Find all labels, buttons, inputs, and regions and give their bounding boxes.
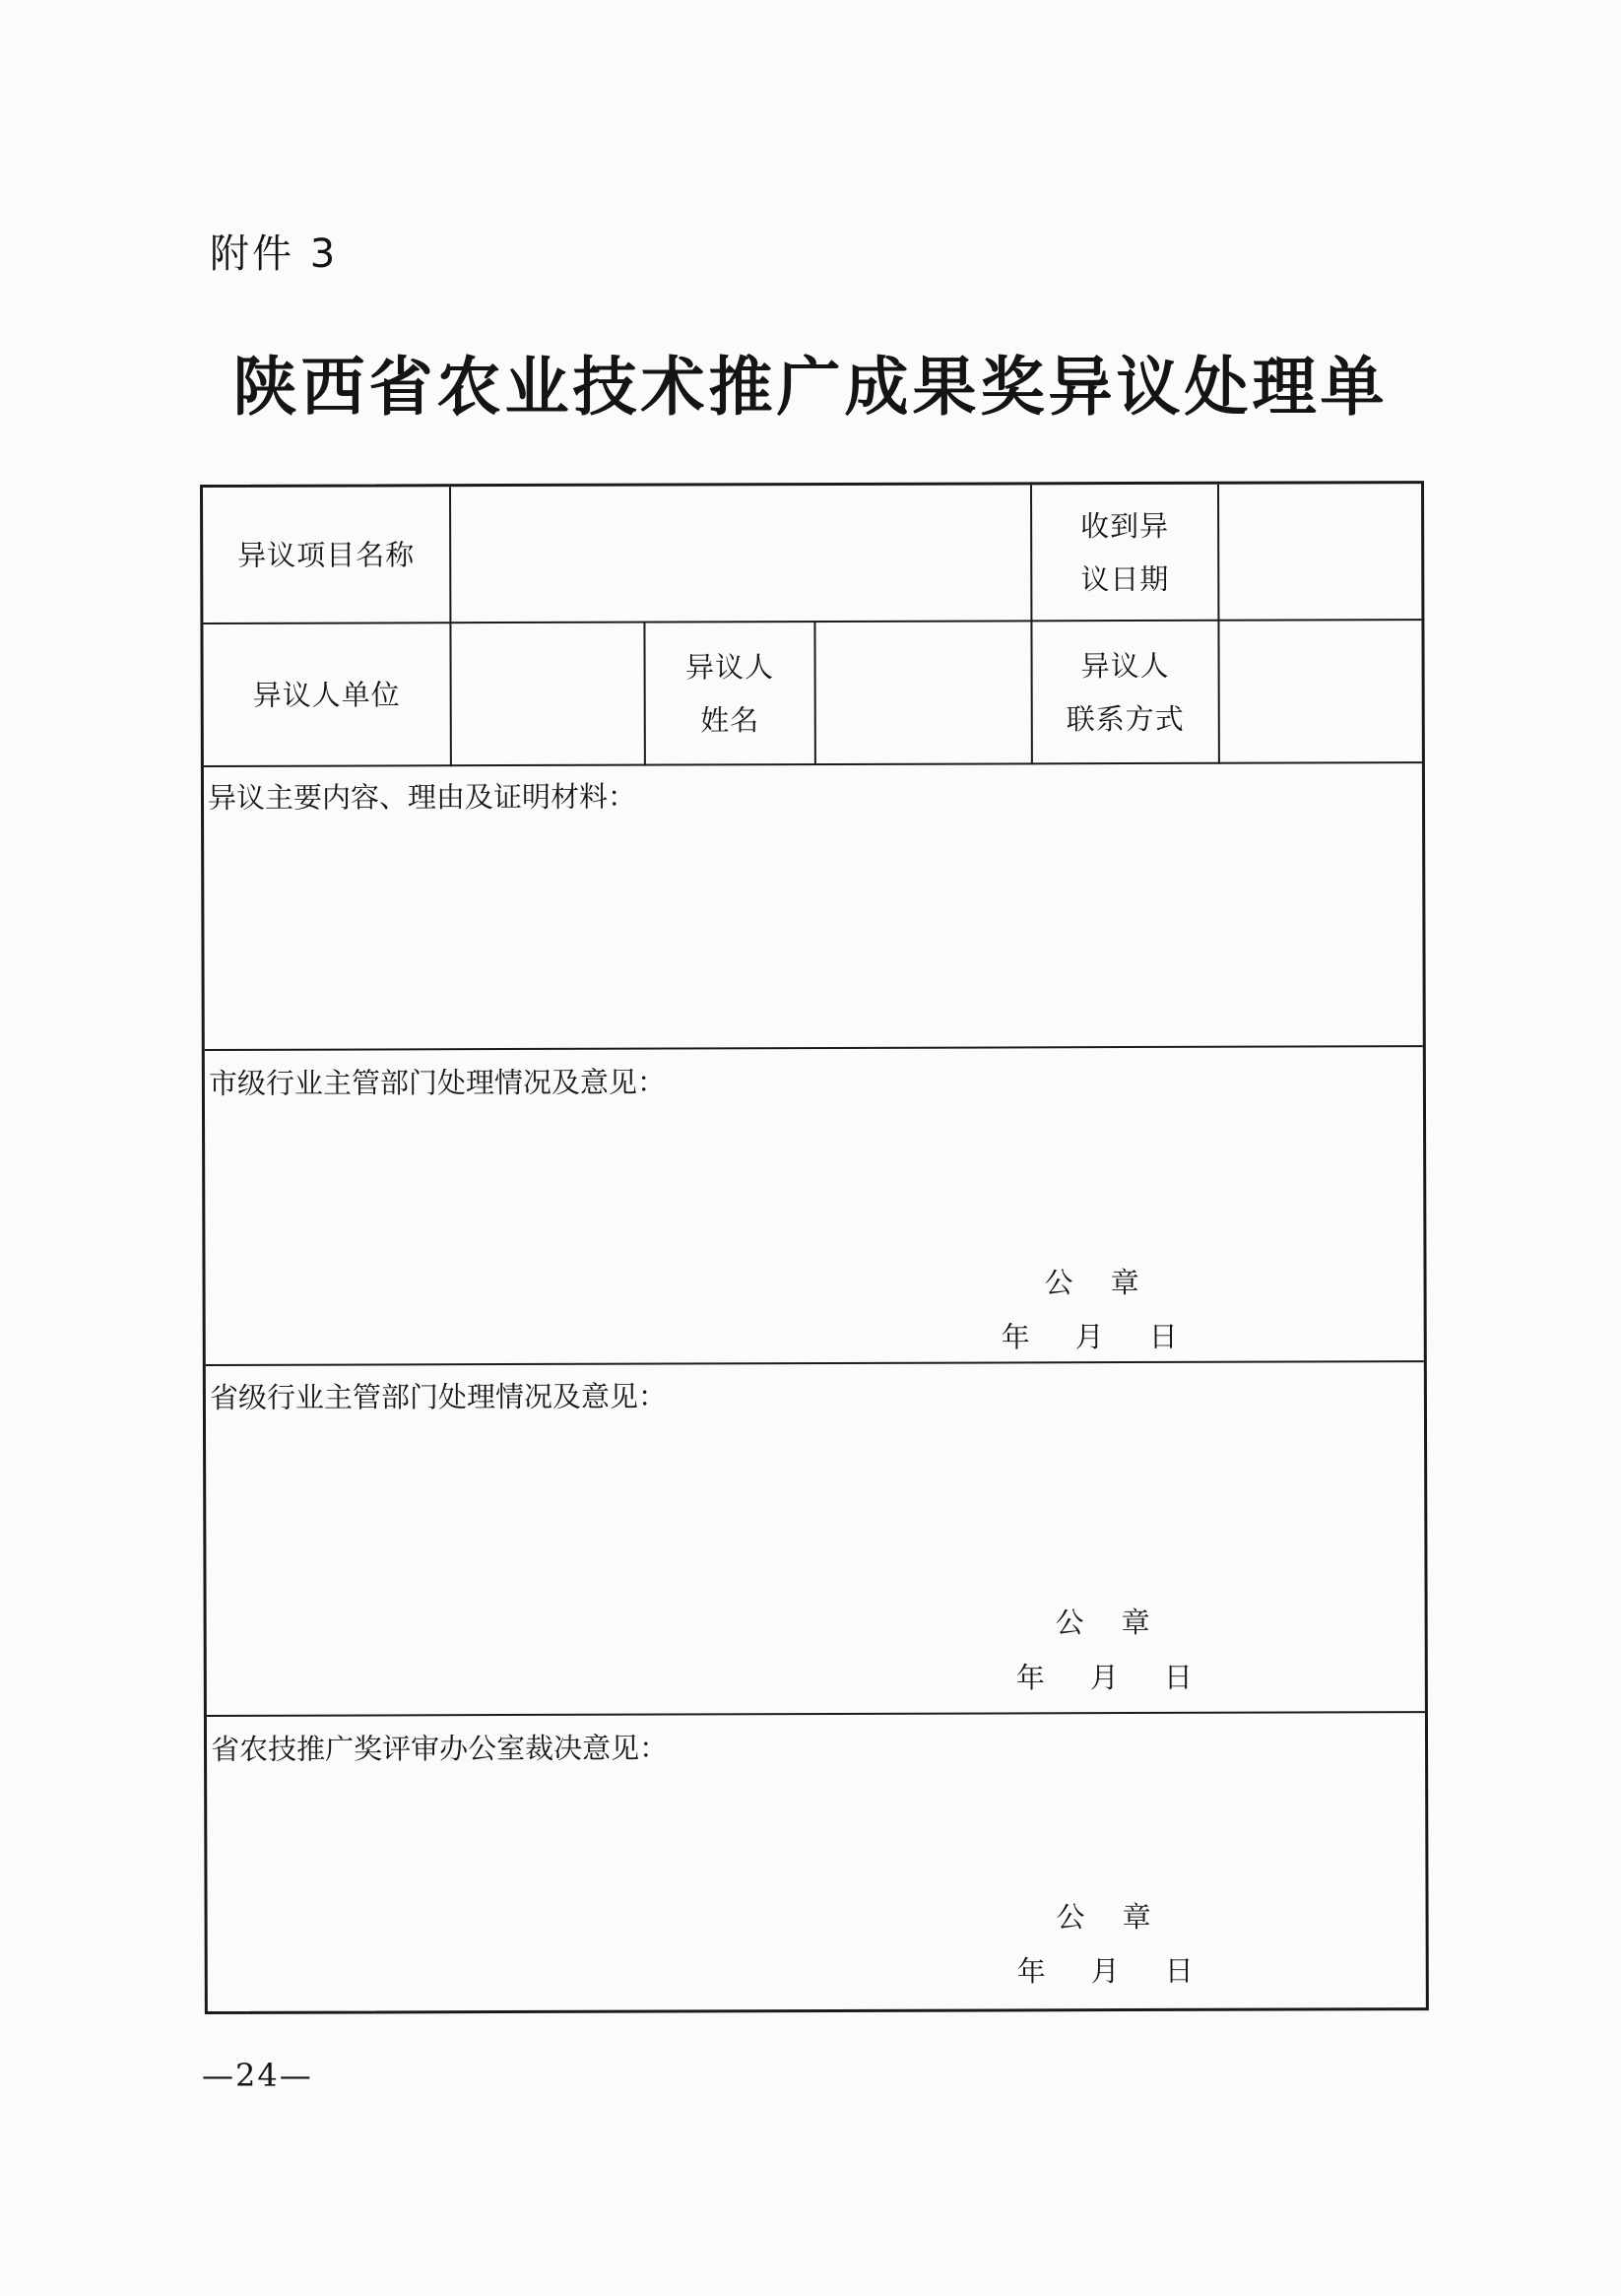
objector-unit-field[interactable] <box>451 623 643 765</box>
province-date: 年 月 日 <box>1015 1660 1193 1695</box>
objector-contact-label: 异议人 联系方式 <box>1066 648 1185 736</box>
page-title: 陕西省农业技术推广成果奖异议处理单 <box>232 350 1389 425</box>
city-opinion-label: 市级行业主管部门处理情况及意见： <box>208 1065 666 1100</box>
objector-name-label: 异议人 姓名 <box>685 649 775 737</box>
province-opinion-label: 省级行业主管部门处理情况及意见： <box>209 1379 667 1414</box>
project-name-field[interactable] <box>451 485 1030 622</box>
objector-name-field[interactable] <box>815 622 1030 763</box>
office-ruling-label: 省农技推广奖评审办公室裁决意见： <box>210 1731 669 1766</box>
row-divider <box>207 1711 1425 1717</box>
city-seal: 公章 <box>1044 1265 1177 1300</box>
attachment-label: 附件 3 <box>210 231 339 277</box>
row-divider <box>205 1045 1423 1051</box>
received-date-field[interactable] <box>1219 484 1424 620</box>
objection-content-label: 异议主要内容、理由及证明材料： <box>207 779 637 815</box>
city-date: 年 月 日 <box>1001 1319 1178 1354</box>
project-name-label: 异议项目名称 <box>237 537 416 572</box>
objector-unit-label: 异议人单位 <box>252 677 401 712</box>
office-seal: 公章 <box>1056 1899 1189 1935</box>
office-date: 年 月 日 <box>1016 1953 1194 1989</box>
objection-form <box>200 481 1429 2014</box>
row-divider <box>206 1360 1424 1366</box>
received-date-label: 收到异 议日期 <box>1080 508 1170 596</box>
province-seal: 公章 <box>1055 1605 1188 1640</box>
objector-contact-field[interactable] <box>1219 621 1424 762</box>
page-number: —24— <box>202 2057 313 2094</box>
